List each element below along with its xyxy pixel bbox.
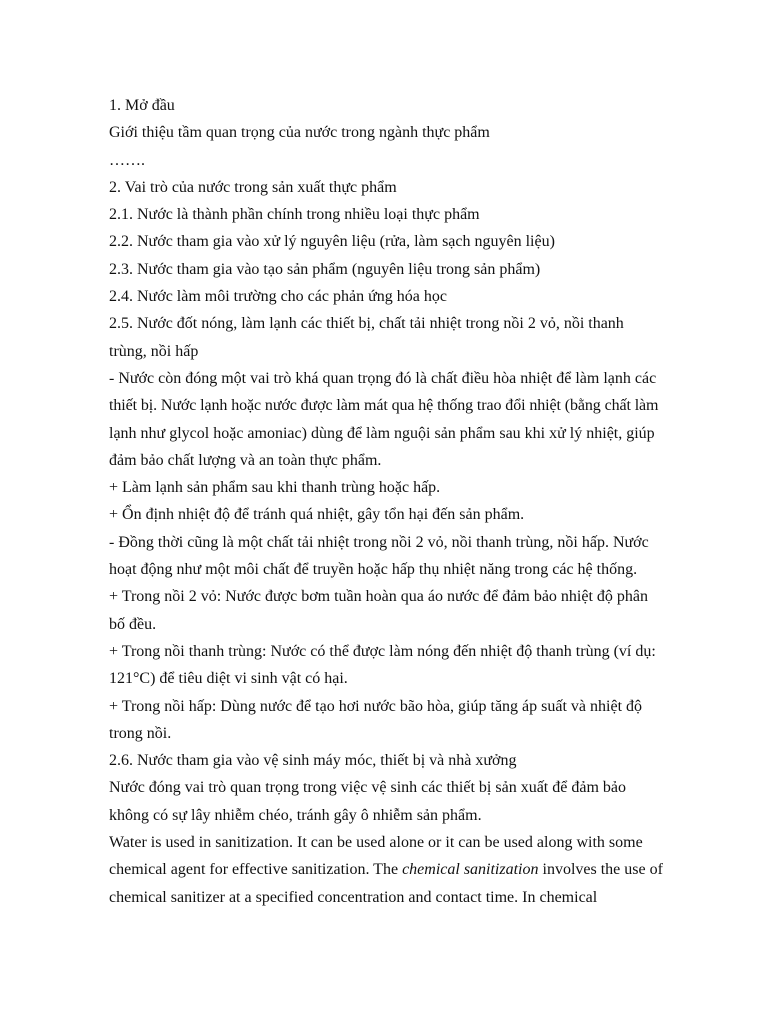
- english-paragraph-line: Water is used in sanitization. It can be used alone or it can be used along with some: [109, 834, 643, 852]
- document-body: [109, 92, 709, 911]
- heading-2-2: 2.2. Nước tham gia vào xử lý nguyên liệu (rửa, làm sạch nguyên liệu): [109, 233, 555, 251]
- ellipsis-line: …….: [109, 151, 145, 169]
- bullet-line: + Làm lạnh sản phẩm sau khi thanh trùng hoặc hấp.: [109, 479, 441, 497]
- heading-section-2: 2. Vai trò của nước trong sản xuất thực phẩm: [109, 178, 397, 196]
- text-run: chemical agent for effective sanitization. The: [109, 861, 403, 879]
- paragraph-line: 121°C) để tiêu diệt vi sinh vật có hại.: [109, 670, 348, 688]
- paragraph-line: đảm bảo chất lượng và an toàn thực phẩm.: [109, 451, 382, 469]
- english-paragraph-line: [109, 856, 709, 883]
- heading-2-5: 2.5. Nước đốt nóng, làm lạnh các thiết bị, chất tải nhiệt trong nồi 2 vỏ, nồi thanh: [109, 315, 624, 333]
- paragraph-line: hoạt động như một môi chất để truyền hoặc hấp thụ nhiệt năng trong các hệ thống.: [109, 561, 638, 579]
- paragraph-line: lạnh như glycol hoặc amoniac) dùng để làm nguội sản phẩm sau khi xử lý nhiệt, giúp: [109, 424, 655, 442]
- paragraph-line: bố đều.: [109, 615, 157, 633]
- heading-intro: 1. Mở đầu: [109, 97, 175, 114]
- bullet-line: + Trong nồi thanh trùng: Nước có thể được làm nóng đến nhiệt độ thanh trùng (ví dụ:: [109, 642, 656, 660]
- paragraph-line: - Đồng thời cũng là một chất tải nhiệt trong nồi 2 vỏ, nồi thanh trùng, nồi hấp. Nước: [109, 533, 649, 551]
- paragraph-line: không có sự lây nhiễm chéo, tránh gây ô nhiễm sản phẩm.: [109, 806, 482, 824]
- italic-term: chemical sanitization: [402, 861, 539, 879]
- english-paragraph-line: chemical sanitizer at a specified concentration and contact time. In chemical: [109, 888, 598, 906]
- paragraph-line: - Nước còn đóng một vai trò khá quan trọng đó là chất điều hòa nhiệt để làm lạnh các: [109, 369, 657, 387]
- heading-2-6: 2.6. Nước tham gia vào vệ sinh máy móc, thiết bị và nhà xưởng: [109, 752, 517, 770]
- paragraph-line: trong nồi.: [109, 724, 172, 742]
- heading-2-1: 2.1. Nước là thành phần chính trong nhiều loại thực phẩm: [109, 206, 480, 224]
- paragraph-line: Giới thiệu tầm quan trọng của nước trong ngành thực phẩm: [109, 124, 490, 142]
- paragraph-line: Nước đóng vai trò quan trọng trong việc vệ sinh các thiết bị sản xuất để đảm bảo: [109, 779, 626, 797]
- text-run: involves the use of: [538, 861, 663, 879]
- bullet-line: + Trong nồi 2 vỏ: Nước được bơm tuần hoàn qua áo nước để đảm bảo nhiệt độ phân: [109, 588, 649, 606]
- paragraph-line: thiết bị. Nước lạnh hoặc nước được làm mát qua hệ thống trao đổi nhiệt (bằng chất làm: [109, 397, 659, 415]
- heading-2-4: 2.4. Nước làm môi trường cho các phản ứng hóa học: [109, 288, 447, 306]
- bullet-line: + Trong nồi hấp: Dùng nước để tạo hơi nước bão hòa, giúp tăng áp suất và nhiệt độ: [109, 697, 643, 715]
- heading-2-3: 2.3. Nước tham gia vào tạo sản phẩm (nguyên liệu trong sản phẩm): [109, 260, 541, 278]
- bullet-line: + Ổn định nhiệt độ để tránh quá nhiệt, gây tổn hại đến sản phẩm.: [109, 506, 525, 524]
- paragraph-line: trùng, nồi hấp: [109, 342, 199, 360]
